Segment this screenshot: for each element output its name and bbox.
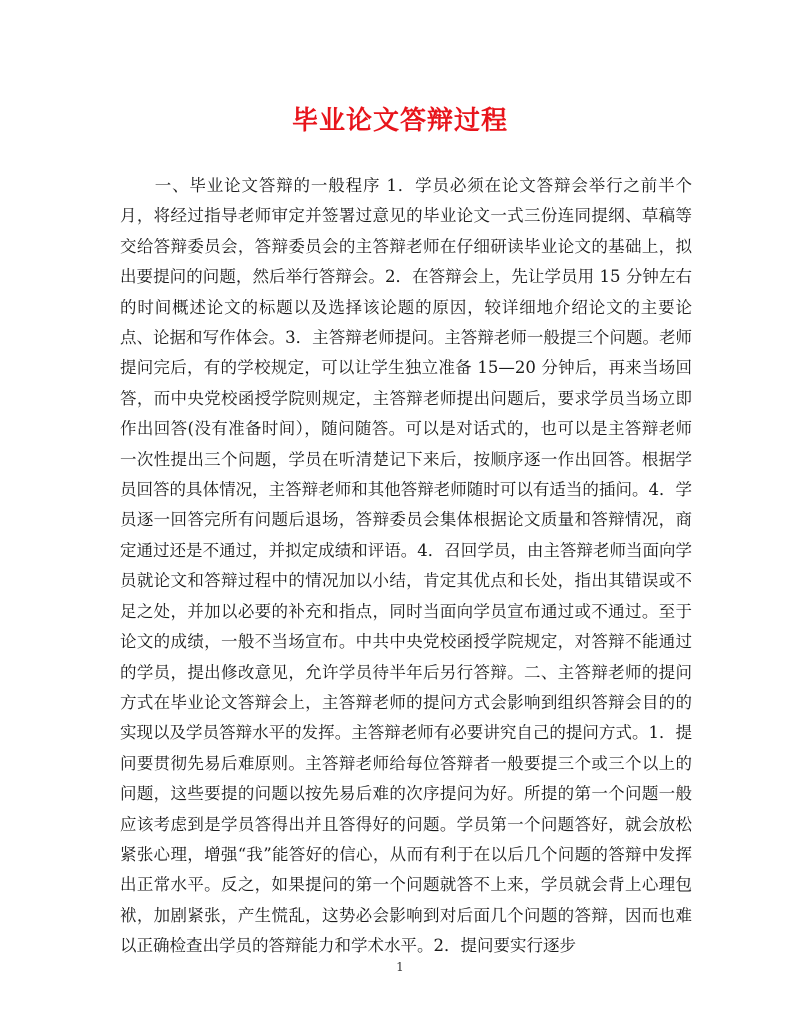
document-title: 毕业论文答辩过程 bbox=[291, 106, 508, 136]
page-number: 1 bbox=[396, 960, 404, 974]
document-body-paragraph: 一、毕业论文答辩的一般程序 1．学员必须在论文答辩会举行之前半个月，将经过指导老师审定并签署过意见的毕业论文一式三份连同提纲、草稿等交给答辩委员会，答辩委员会的主答辩老师在仔细研读毕业论文的基础上，拟出要提问的问题，然后举行答辩会。2．在答辩会上，先让学员用 15 分钟左右的时间概述论文的标题以及选择该论题的原因，较详细地介绍论文的主要论点、论据和写作体会。3．主答辩老师提问。主答辩老师一般提三个问题。老师提问完后，有的学校规定，可以让学生独立准备 15—20 分钟后，再来当场回答，而中央党校函授学院则规定，主答辩老师提出问题后，要求学员当场立即作出回答(没有准备时间），随问随答。可以是对话式的，也可以是主答辩老师一次性提出三个问题，学员在听清楚记下来后，按顺序逐一作出回答。根据学员回答的具体情况，主答辩老师和其他答辩老师随时可以有适当的插问。4．学员逐一回答完所有问题后退场，答辩委员会集体根据论文质量和答辩情况，商定通过还是不通过，并拟定成绩和评语。4．召回学员，由主答辩老师当面向学员就论文和答辩过程中的情况加以小结，肯定其优点和长处，指出其错误或不足之处，并加以必要的补充和指点，同时当面向学员宣布通过或不通过。至于论文的成绩，一般不当场宣布。中共中央党校函授学院规定，对答辩不能通过的学员，提出修改意见，允许学员待半年后另行答辩。二、主答辩老师的提问方式在毕业论文答辩会上，主答辩老师的提问方式会影响到组织答辩会目的的实现以及学员答辩水平的发挥。主答辩老师有必要讲究自己的提问方式。1．提问要贯彻先易后难原则。主答辩老师给每位答辩者一般要提三个或三个以上的问题，这些要提的问题以按先易后难的次序提问为好。所提的第一个问题一般应该考虑到是学员答得出并且答得好的问题。学员第一个问题答好，就会放松紧张心理，增强“我”能答好的信心，从而有利于在以后几个问题的答辩中发挥出正常水平。反之，如果提问的第一个问题就答不上来，学员就会背上心理包袱，加剧紧张，产生慌乱，这势必会影响到对后面几个问题的答辩，因而也难以正确检查出学员的答辩能力和学术水平。2．提问要实行逐步 bbox=[120, 176, 692, 956]
